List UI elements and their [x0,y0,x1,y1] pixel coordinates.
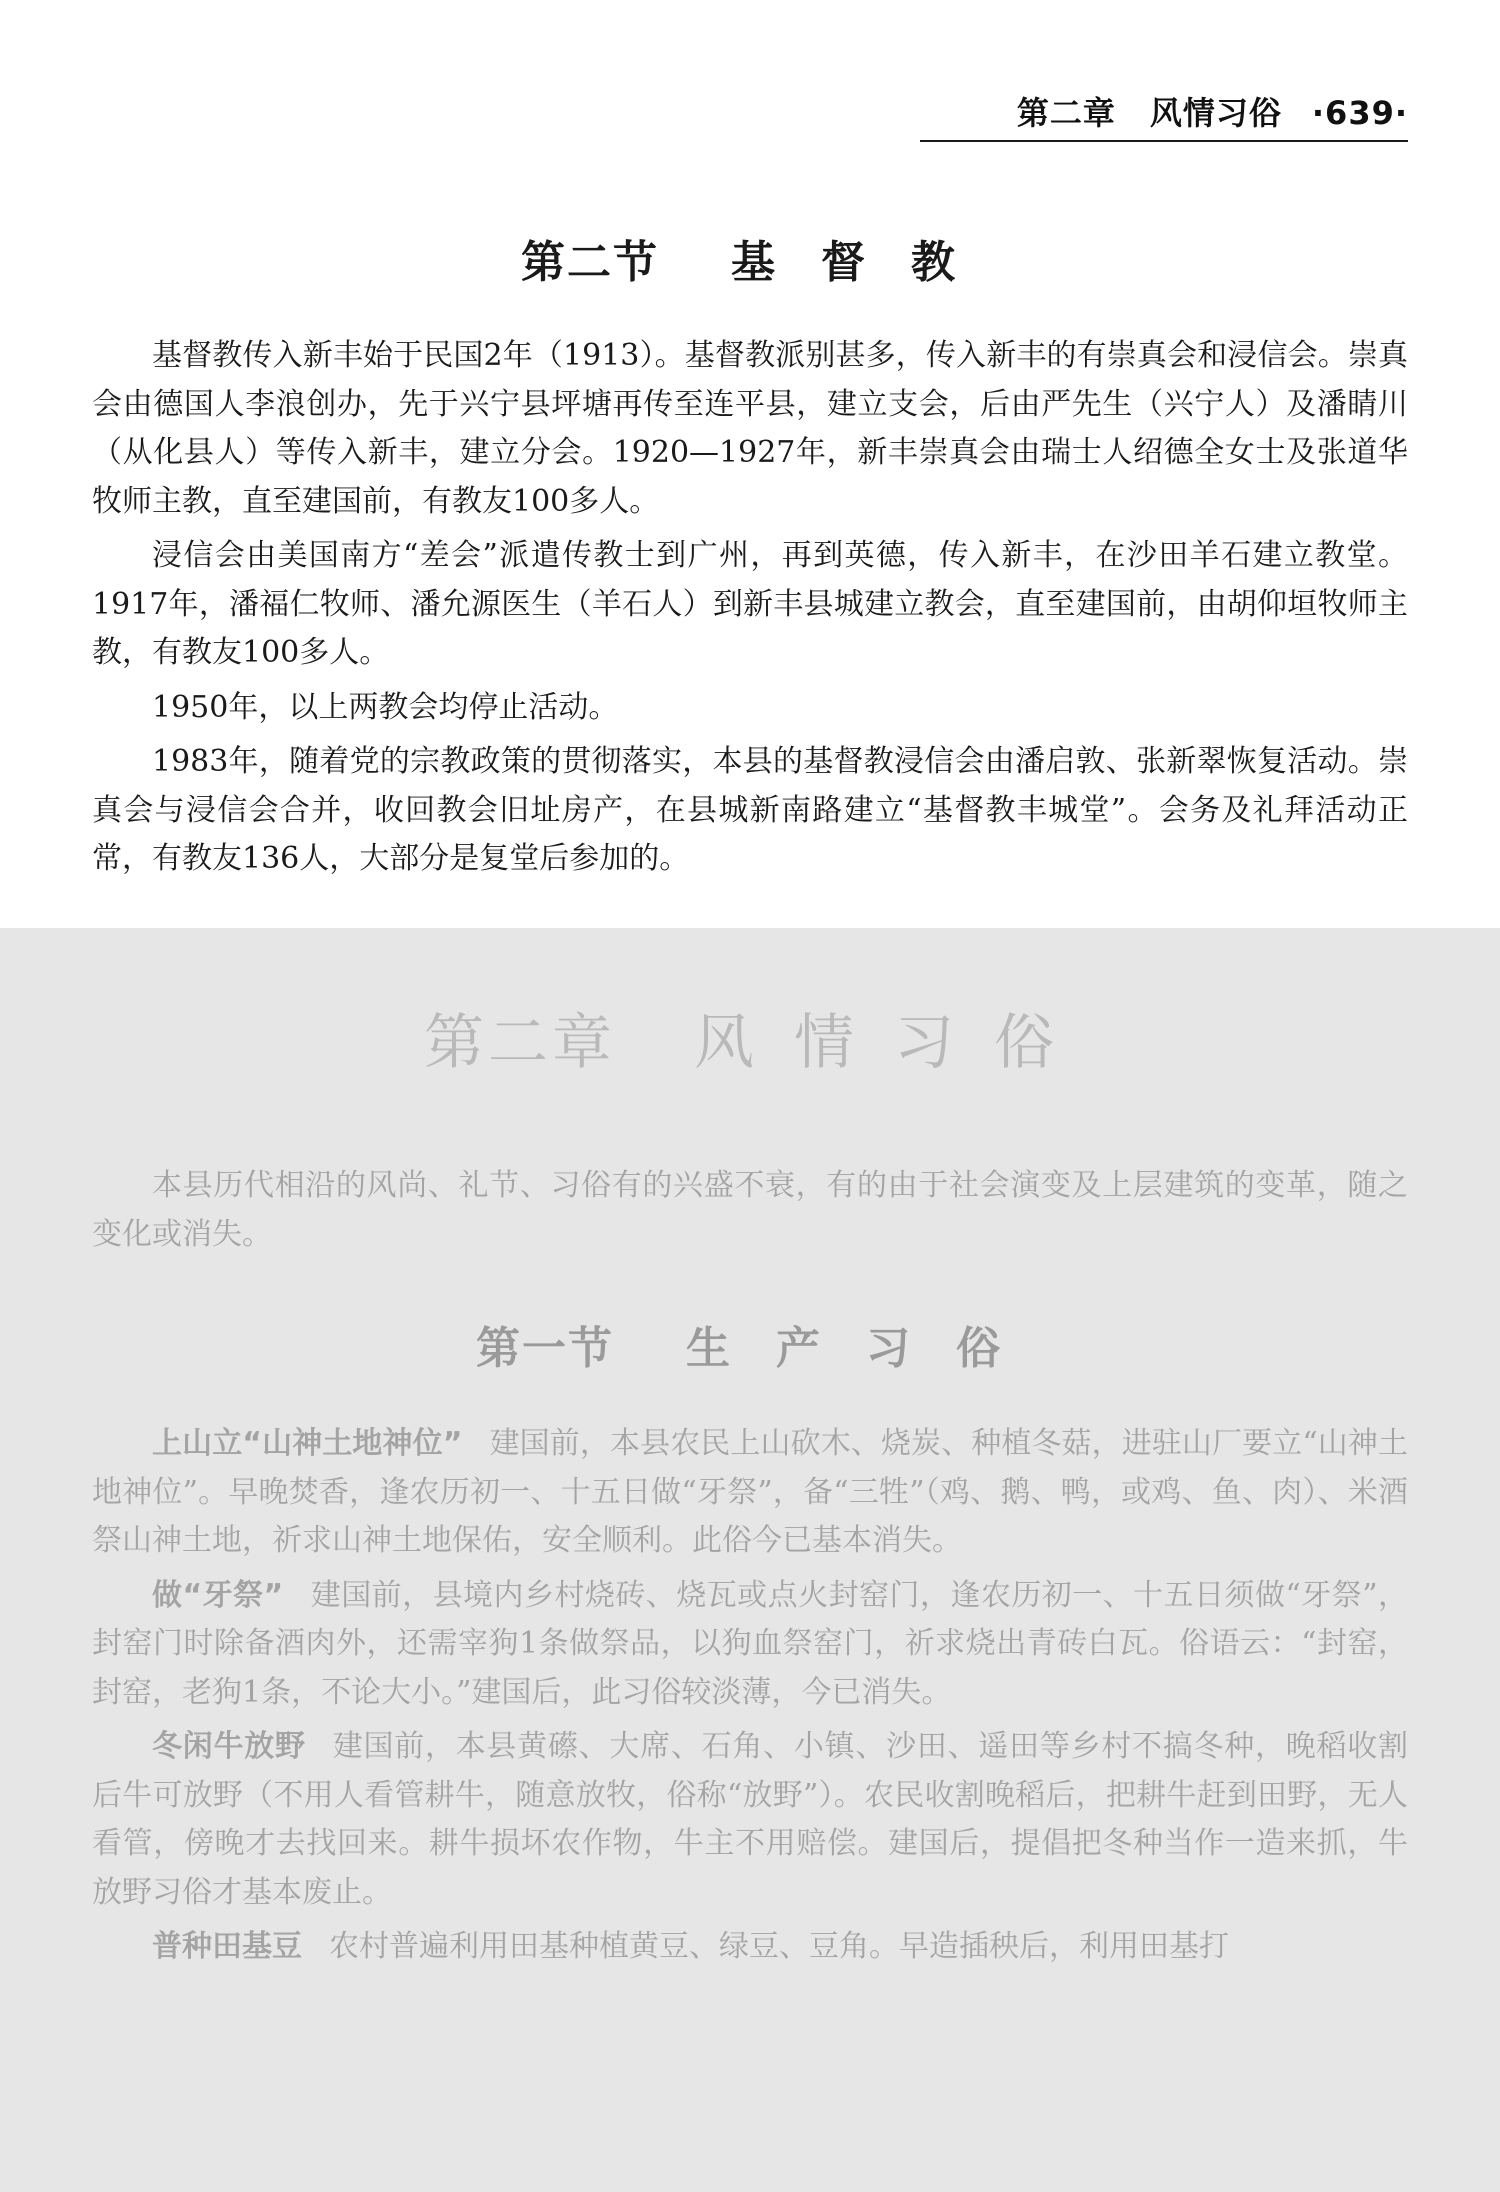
section-title-char: 产 [776,1323,822,1374]
chapter-title-char: 情 [794,1008,858,1078]
chapter-title-prefix: 第二章 [424,1008,616,1078]
section-title-char: 生 [686,1323,732,1374]
chapter-title-char: 习 [894,1008,958,1078]
custom-text: 建国前，县境内乡村烧砖、烧瓦或点火封窑门，逢农历初一、十五日须做“牙祭”，封窑门时除备酒肉外，还需宰狗1条做祭品，以狗血祭窑门，祈求烧出青砖白瓦。俗语云：“封窑，封窑，老狗1条，不论大小。”建国后，此习俗较淡薄，今已消失。 [92,1577,1408,1710]
paragraph: 1950年，以上两教会均停止活动。 [152,689,619,725]
chapter-title-char: 俗 [994,1008,1058,1078]
paragraph: 基督教传入新丰始于民国2年（1913）。基督教派别甚多，传入新丰的有崇真会和浸信会。崇真会由德国人李浪创办，先于兴宁县坪塘再传至连平县，建立支会，后由严先生（兴宁人）及潘睛川（从化县人）等传入新丰，建立分会。1920—1927年，新丰崇真会由瑞士人绍德全女士及张道华牧师主教，直至建国前，有教友100多人。 [92,338,1408,519]
paragraph: 浸信会由美国南方“差会”派遣传教士到广州，再到英德，传入新丰，在沙田羊石建立教堂。1917年，潘福仁牧师、潘允源医生（羊石人）到新丰县城建立教会，直至建国前，由胡仰垣牧师主教，有教友100多人。 [92,538,1408,670]
section-title-prefix: 第一节 [476,1323,614,1374]
section-title-char: 基 [731,237,777,288]
custom-text: 建国前，本县农民上山砍木、烧炭、种植冬菇，进驻山厂要立“山神土地神位”。早晚焚香，逢农历初一、十五日做“牙祭”，备“三牲”（鸡、鹅、鸭，或鸡、鱼、肉）、米酒祭山神土地，祈求山神土地保佑，安全顺利。此俗今已基本消失。 [92,1426,1408,1558]
custom-term: 冬闲牛放野 [152,1729,306,1764]
section-title-char: 教 [911,237,957,288]
section-title-production-customs [0,1312,1500,1376]
custom-entry [92,1923,1408,1972]
running-head-chapter: 第二章 [1016,94,1116,132]
production-customs-body [92,1420,1408,1978]
custom-term: 普种田基豆 [152,1929,302,1964]
page-number: ·639· [1311,94,1408,132]
christianity-body [92,332,1408,890]
running-head-title: 风情习俗 [1149,94,1282,132]
custom-text: 建国前，本县黄礤、大席、石角、小镇、沙田、遥田等乡村不搞冬种，晚稻收割后牛可放野（不用人看管耕牛，随意放牧，俗称“放野”）。农民收割晚稻后，把耕牛赶到田野，无人看管，傍晚才去找回来。耕牛损坏农作物，牛主不用赔偿。建国后，提倡把冬种当作一造来抓，牛放野习俗才基本废止。 [92,1729,1408,1910]
custom-term: 做“牙祭” [152,1577,284,1613]
custom-entry [92,1420,1408,1566]
paragraph: 本县历代相沿的风尚、礼节、习俗有的兴盛不衰，有的由于社会演变及上层建筑的变革，随之变化或消失。 [92,1168,1408,1252]
custom-text: 农村普遍利用田基种植黄豆、绿豆、豆角。早造插秧后，利用田基打 [329,1929,1229,1964]
section-title-char: 俗 [956,1323,1002,1374]
chapter-title [0,995,1500,1081]
section-title-char: 习 [866,1323,912,1374]
paragraph: 1983年，随着党的宗教政策的贯彻落实，本县的基督教浸信会由潘启敦、张新翠恢复活动。崇真会与浸信会合并，收回教会旧址房产，在县城新南路建立“基督教丰城堂”。会务及礼拜活动正常，有教友136人，大部分是复堂后参加的。 [92,744,1408,876]
chapter-intro [92,1162,1408,1265]
running-header [920,86,1408,142]
section-title-christianity [0,226,1500,290]
custom-term: 上山立“山神土地神位” [152,1426,463,1461]
chapter-title-char: 风 [694,1008,758,1078]
custom-entry [92,1572,1408,1718]
custom-entry [92,1723,1408,1917]
section-title-char: 督 [821,237,867,288]
section-title-prefix: 第二节 [521,237,659,288]
